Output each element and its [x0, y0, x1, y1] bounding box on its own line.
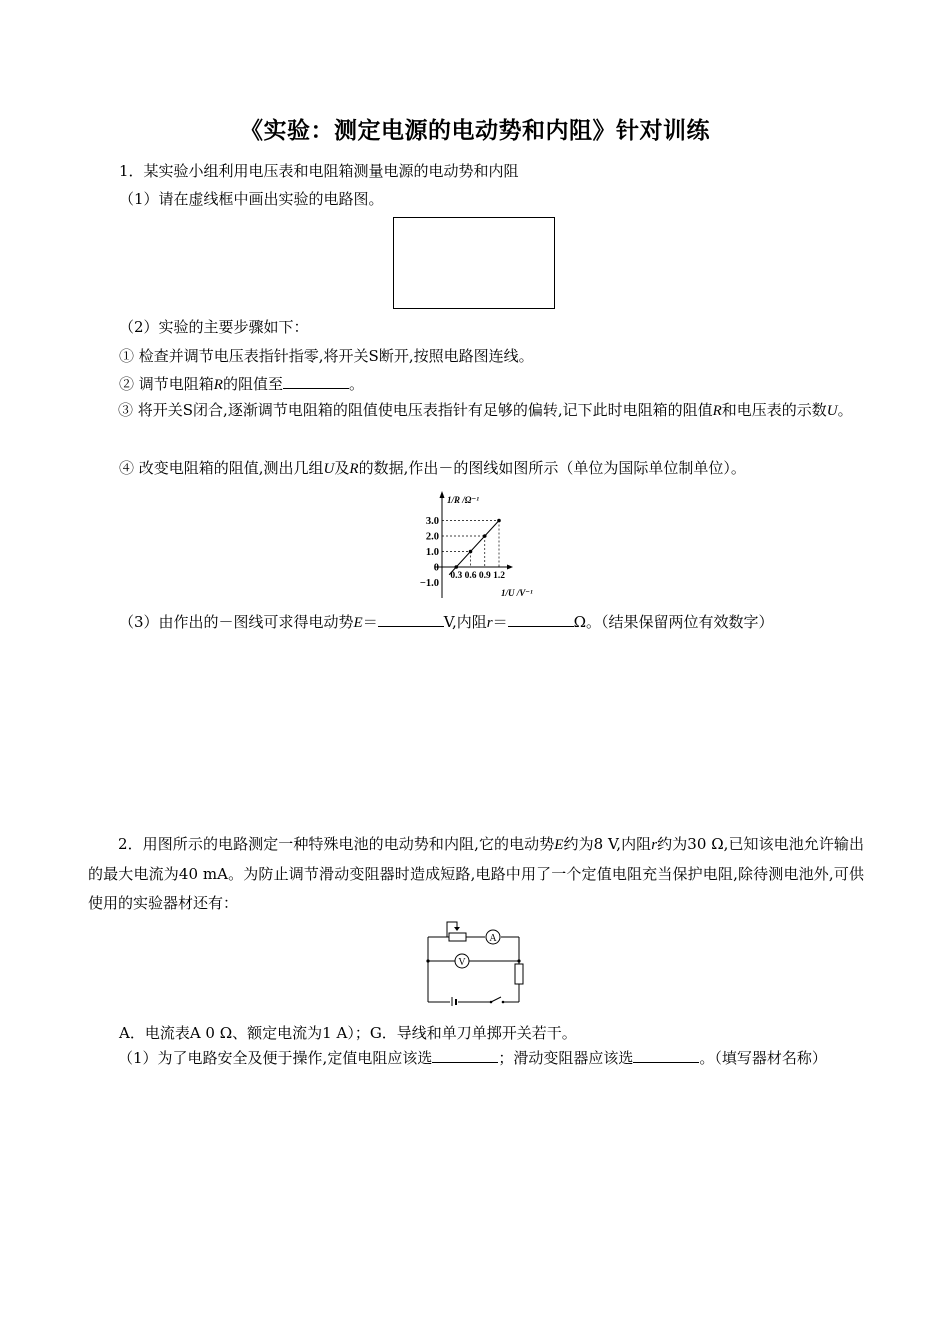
circuit-diagram: [425, 918, 529, 1006]
y-axis-label: 1/R /Ω⁻¹: [447, 495, 479, 505]
emf-answer-blank[interactable]: [378, 612, 444, 627]
y-tick-label: 3.0: [425, 516, 439, 527]
x-tick-label: 0.3: [450, 571, 463, 581]
x-tick-label: 0.6: [464, 571, 477, 581]
answer-blank[interactable]: [283, 374, 349, 389]
q2-stem: 2．用图所示的电路测定一种特殊电池的电动势和内阻,它的电动势E约为8 V,内阻r约为30 Ω,已知该电池允许输出的最大电流为40 mA。为防止调节滑动变阻器时造成短路,电路中用了一个定值电阻充当保护电阻,除待测电池外,可供使用的实验器材还有：: [88, 835, 864, 912]
y-tick-label: 1.0: [425, 547, 439, 558]
data-point: [483, 534, 487, 538]
y-tick-label: −1.0: [419, 578, 439, 589]
rheostat-answer-blank[interactable]: [633, 1048, 699, 1063]
resistance-answer-blank[interactable]: [508, 612, 574, 627]
q2-option-a: A．电流表A 0 Ω、额定电流为1 A）；G．导线和单刀单掷开关若干。: [119, 1024, 577, 1042]
inverse-r-vs-inverse-u-chart: [405, 486, 535, 604]
q1-part1: （1）请在虚线框中画出实验的电路图。: [119, 190, 384, 208]
y-tick-label: 0: [433, 562, 439, 574]
page-title: 《实验：测定电源的电动势和内阻》针对训练: [240, 118, 710, 144]
data-point: [454, 565, 458, 569]
q1-step1: ① 检查并调节电压表指针指零,将开关S断开,按照电路图连线。: [119, 347, 534, 365]
q1-step2: ② 调节电阻箱R的阻值至 。: [119, 375, 364, 393]
x-axis-label: 1/U /V⁻¹: [501, 588, 533, 598]
battery-icon: [452, 997, 456, 1006]
data-point: [469, 550, 473, 554]
x-tick-label: 0.9: [478, 571, 491, 581]
q1-step4: ④ 改变电阻箱的阻值,测出几组U及R的数据,作出－的图线如图所示（单位为国际单位制单位）。: [119, 459, 746, 477]
ammeter-label: A: [489, 933, 497, 944]
x-axis-arrow-icon: [507, 565, 513, 570]
y-tick-label: 2.0: [425, 531, 439, 543]
q1-stem: 1．某实验小组利用电压表和电阻箱测量电源的电动势和内阻: [119, 162, 519, 180]
q1-part2: （2）实验的主要步骤如下：: [119, 318, 309, 336]
q1-part3: （3）由作出的－图线可求得电动势E＝ V,内阻r＝ Ω。（结果保留两位有效数字）: [119, 613, 774, 631]
q1-step3: ③ 将开关S闭合,逐渐调节电阻箱的阻值使电压表指针有足够的偏转,记下此时电阻箱的阻值R和电压表的示数U。: [118, 401, 853, 419]
y-axis-arrow-icon: [440, 491, 445, 498]
circuit-drawing-box: [393, 217, 555, 309]
x-tick-label: 1.2: [493, 571, 505, 581]
slider-arrow-icon: [454, 927, 460, 931]
voltmeter-label: V: [458, 957, 466, 968]
fixed-resistor-answer-blank[interactable]: [432, 1048, 498, 1063]
data-point: [497, 519, 501, 523]
q2-part1: （1）为了电路安全及便于操作,定值电阻应该选 ；滑动变阻器应该选 。（填写器材名称）: [118, 1049, 827, 1067]
